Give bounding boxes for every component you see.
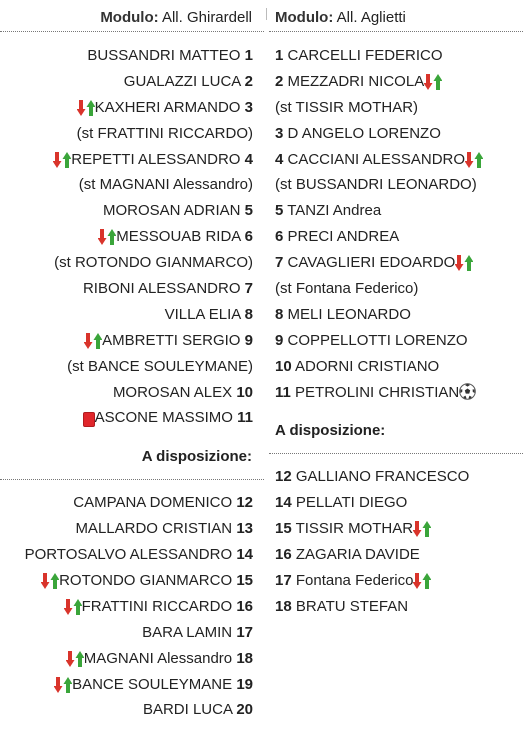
player-row xyxy=(0,516,264,542)
player-row xyxy=(269,380,523,406)
player-name: TANZI Andrea xyxy=(287,202,382,220)
home-bench-rule xyxy=(0,479,264,480)
substitute-name: (st MAGNANI Alessandro) xyxy=(78,176,253,194)
shirt-number: 18 xyxy=(236,649,253,667)
shirt-number: 12 xyxy=(275,468,292,486)
player-row xyxy=(0,568,264,594)
substitution-icon xyxy=(41,572,59,588)
home-bench-list xyxy=(0,490,264,723)
player-row xyxy=(0,672,264,698)
player-name: PETROLINI CHRISTIAN xyxy=(295,383,460,401)
shirt-number: 3 xyxy=(244,98,253,116)
substitute-in-row xyxy=(0,354,264,380)
shirt-number: 16 xyxy=(236,597,253,615)
player-name: REPETTI ALESSANDRO xyxy=(71,150,241,168)
substitute-name: (st BUSSANDRI LEONARDO) xyxy=(275,176,477,194)
away-coach-name: All. Aglietti xyxy=(336,9,406,26)
player-row xyxy=(269,594,523,620)
player-name: COPPELLOTTI LORENZO xyxy=(287,331,468,349)
player-name: FRATTINI RICCARDO xyxy=(81,597,233,615)
player-row xyxy=(269,328,523,354)
player-name: BARDI LUCA xyxy=(142,701,233,719)
player-name: AMBRETTI SERGIO xyxy=(102,331,241,349)
player-row xyxy=(269,147,523,173)
substitute-in-row xyxy=(269,95,523,121)
shirt-number: 13 xyxy=(236,520,253,538)
shirt-number: 20 xyxy=(236,701,253,719)
player-name: MOROSAN ALEX xyxy=(112,383,233,401)
substitute-in-row xyxy=(0,121,264,147)
player-row xyxy=(0,490,264,516)
home-starters-list xyxy=(0,43,264,431)
player-name: BANCE SOULEYMANE xyxy=(72,675,233,693)
shirt-number: 9 xyxy=(244,331,253,349)
player-name: BUSSANDRI MATTEO xyxy=(87,47,241,64)
shirt-number: 5 xyxy=(244,202,253,220)
player-row xyxy=(269,464,523,490)
player-name: ASCONE MASSIMO xyxy=(94,409,233,427)
shirt-number: 4 xyxy=(244,150,253,168)
player-name: MESSOUAB RIDA xyxy=(116,228,241,246)
player-name: ROTONDO GIANMARCO xyxy=(59,572,233,590)
player-row xyxy=(0,302,264,328)
player-row xyxy=(269,568,523,594)
player-row xyxy=(0,43,264,69)
player-name: KAXHERI ARMANDO xyxy=(94,98,241,116)
substitution-icon xyxy=(77,99,95,115)
away-team-column xyxy=(269,0,523,620)
shirt-number: 10 xyxy=(275,357,292,375)
substitution-icon xyxy=(84,332,102,348)
shirt-number: 6 xyxy=(275,228,284,246)
substitution-icon xyxy=(98,228,116,244)
shirt-number: 16 xyxy=(275,546,292,564)
shirt-number: 7 xyxy=(275,254,284,272)
shirt-number: 15 xyxy=(275,520,292,538)
player-row xyxy=(269,224,523,250)
shirt-number: 19 xyxy=(236,675,253,693)
shirt-number: 12 xyxy=(236,494,253,512)
player-row xyxy=(269,490,523,516)
away-coach-label: Modulo: xyxy=(275,9,334,26)
shirt-number: 10 xyxy=(236,383,253,401)
player-name: MOROSAN ADRIAN xyxy=(102,202,241,220)
substitution-icon xyxy=(465,151,483,167)
player-row xyxy=(0,542,264,568)
player-row xyxy=(269,43,523,69)
shirt-number: 1 xyxy=(244,47,253,64)
player-name: MELI LEONARDO xyxy=(287,305,411,323)
player-name: CAMPANA DOMENICO xyxy=(73,494,233,512)
substitute-in-row xyxy=(269,276,523,302)
substitution-icon xyxy=(455,254,473,270)
home-bench-title: A disposizione: xyxy=(141,448,252,466)
player-name: BRATU STEFAN xyxy=(295,597,409,615)
shirt-number: 2 xyxy=(275,72,284,90)
substitution-icon xyxy=(53,151,71,167)
player-row xyxy=(269,121,523,147)
substitute-name: (st ROTONDO GIANMARCO) xyxy=(54,254,253,272)
shirt-number: 17 xyxy=(275,572,292,590)
substitute-name: (st BANCE SOULEYMANE) xyxy=(67,357,253,375)
substitution-icon xyxy=(64,598,82,614)
player-name: ZAGARIA DAVIDE xyxy=(295,546,420,564)
substitution-icon xyxy=(424,73,442,89)
player-name: GALLIANO FRANCESCO xyxy=(295,468,470,486)
shirt-number: 15 xyxy=(236,572,253,590)
shirt-number: 11 xyxy=(237,409,253,427)
shirt-number: 4 xyxy=(275,150,284,168)
player-name: Fontana Federico xyxy=(295,572,414,590)
away-coach-header xyxy=(269,0,523,31)
player-row xyxy=(269,354,523,380)
player-name: PELLATI DIEGO xyxy=(295,494,408,512)
shirt-number: 2 xyxy=(244,72,253,90)
player-row xyxy=(0,594,264,620)
player-row xyxy=(0,198,264,224)
away-bench-list xyxy=(269,464,523,619)
player-row xyxy=(269,516,523,542)
shirt-number: 9 xyxy=(275,331,284,349)
substitution-icon xyxy=(413,572,431,588)
home-coach-label: Modulo: xyxy=(100,9,159,26)
player-name: GUALAZZI LUCA xyxy=(123,72,241,90)
shirt-number: 18 xyxy=(275,597,292,615)
red-card-icon xyxy=(83,410,95,425)
shirt-number: 17 xyxy=(236,623,253,641)
player-name: MAGNANI Alessandro xyxy=(83,649,233,667)
player-name: CAVAGLIERI EDOARDO xyxy=(287,254,456,272)
player-name: TISSIR MOTHAR xyxy=(295,520,414,538)
player-row xyxy=(269,302,523,328)
player-row xyxy=(0,69,264,95)
player-row xyxy=(0,697,264,723)
player-row xyxy=(0,147,264,173)
player-row xyxy=(0,276,264,302)
substitute-in-row xyxy=(269,172,523,198)
player-row xyxy=(0,224,264,250)
substitute-name: (st FRATTINI RICCARDO) xyxy=(76,124,253,142)
shirt-number: 6 xyxy=(244,228,253,246)
shirt-number: 8 xyxy=(244,305,253,323)
player-row xyxy=(0,328,264,354)
player-row xyxy=(0,95,264,121)
shirt-number: 14 xyxy=(236,546,253,564)
player-row xyxy=(0,646,264,672)
shirt-number: 7 xyxy=(244,280,253,298)
home-header-rule xyxy=(0,31,264,32)
shirt-number: 5 xyxy=(275,202,284,220)
player-name: PORTOSALVO ALESSANDRO xyxy=(24,546,233,564)
player-name: PRECI ANDREA xyxy=(287,228,400,246)
player-row xyxy=(269,542,523,568)
substitute-in-row xyxy=(0,172,264,198)
away-bench-title: A disposizione: xyxy=(275,422,386,440)
column-divider xyxy=(266,8,267,20)
away-bench-rule xyxy=(269,453,523,454)
substitute-in-row xyxy=(0,250,264,276)
home-team-column xyxy=(0,0,264,723)
player-name: CACCIANI ALESSANDRO xyxy=(287,150,466,168)
goal-ball-icon xyxy=(459,383,476,400)
shirt-number: 8 xyxy=(275,305,284,323)
player-row xyxy=(0,380,264,406)
shirt-number: 3 xyxy=(275,124,284,142)
substitute-name: (st TISSIR MOTHAR) xyxy=(275,98,419,116)
shirt-number: 1 xyxy=(275,47,284,64)
substitution-icon xyxy=(413,520,431,536)
player-name: ADORNI CRISTIANO xyxy=(295,357,440,375)
home-coach-header xyxy=(0,0,264,31)
substitute-name: (st Fontana Federico) xyxy=(275,280,419,298)
substitution-icon xyxy=(66,650,84,666)
shirt-number: 11 xyxy=(275,383,291,401)
player-row xyxy=(0,405,264,431)
shirt-number: 14 xyxy=(275,494,292,512)
player-row xyxy=(269,198,523,224)
away-header-rule xyxy=(269,31,523,32)
player-row xyxy=(0,620,264,646)
player-name: D ANGELO LORENZO xyxy=(287,124,441,142)
player-name: MALLARDO CRISTIAN xyxy=(75,520,233,538)
player-name: MEZZADRI NICOLA xyxy=(287,72,425,90)
player-name: VILLA ELIA xyxy=(164,305,241,323)
player-name: RIBONI ALESSANDRO xyxy=(82,280,241,298)
player-name: CARCELLI FEDERICO xyxy=(287,47,443,64)
player-row xyxy=(269,69,523,95)
home-coach-name: All. Ghirardell xyxy=(161,9,252,26)
away-starters-list xyxy=(269,43,523,405)
player-row xyxy=(269,250,523,276)
substitution-icon xyxy=(54,676,72,692)
player-name: BARA LAMIN xyxy=(142,623,233,641)
